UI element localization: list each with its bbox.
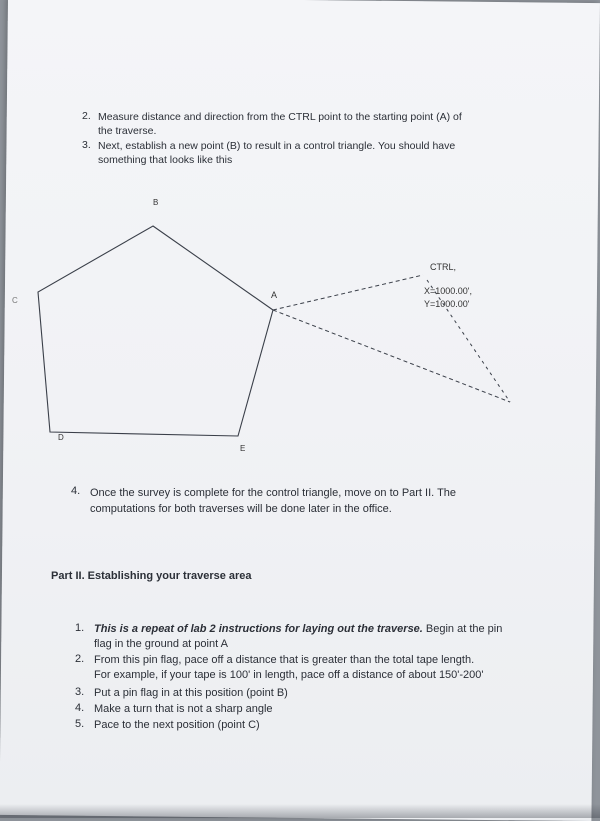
part2-item-3-text: Put a pin flag in at this position (point B) xyxy=(94,687,288,699)
part2-item-4-number: 4. xyxy=(75,702,85,714)
point-b-label: B xyxy=(153,198,159,207)
ctrl-to-a-dashed-line xyxy=(273,275,423,310)
item-3-line1: Next, establish a new point (B) to result in a control triangle. You should have xyxy=(98,140,456,152)
item-4-text xyxy=(90,485,456,517)
part2-item-1-emphasis: This is a repeat of lab 2 instructions for laying out the traverse. xyxy=(94,623,423,635)
item-4-line1: Once the survey is complete for the control triangle, move on to Part II. The xyxy=(90,487,457,499)
part2-item-2-line2: For example, if your tape is 100' in length, pace off a distance of about 150'-200' xyxy=(94,669,484,681)
part2-item-3-number: 3. xyxy=(75,686,85,698)
ctrl-y-coordinate: Y=1000.00' xyxy=(424,299,470,309)
part2-item-5-number: 5. xyxy=(75,718,85,730)
item-4-number: 4. xyxy=(71,485,81,497)
item-2-number: 2. xyxy=(82,110,91,122)
item-3-number: 3. xyxy=(82,139,91,151)
part2-item-4-text: Make a turn that is not a sharp angle xyxy=(94,703,273,715)
page-bottom-shadow xyxy=(0,804,600,818)
item-2-line2: the traverse. xyxy=(98,125,157,137)
item-4-line2: computations for both traverses will be done later in the office. xyxy=(90,503,392,515)
item-2-line1: Measure distance and direction from the CTRL point to the starting point (A) of xyxy=(98,111,462,123)
part2-item-1-text xyxy=(94,622,502,652)
a-to-b2-dashed-line xyxy=(273,310,510,402)
traverse-pentagon xyxy=(38,226,273,436)
point-a-label: A xyxy=(271,290,278,300)
ctrl-x-coordinate: X=1000.00', xyxy=(424,286,473,296)
item-3-line2: something that looks like this xyxy=(98,154,233,166)
part2-item-1-number: 1. xyxy=(75,622,85,634)
point-d-label: D xyxy=(58,433,64,442)
part2-item-2-line1: From this pin flag, pace off a distance that is greater than the total tape length. xyxy=(94,654,475,666)
point-c-label: C xyxy=(12,296,18,305)
point-e-label: E xyxy=(240,444,246,453)
part2-item-1-rest: Begin at the pin xyxy=(422,623,503,635)
ctrl-label: CTRL, xyxy=(430,262,457,272)
part2-item-5-text: Pace to the next position (point C) xyxy=(94,719,260,731)
part2-item-2-text xyxy=(94,653,484,683)
part2-item-2-number: 2. xyxy=(75,653,85,665)
part2-item-1-line2: flag in the ground at point A xyxy=(94,638,228,650)
part-ii-title: Part II. Establishing your traverse area xyxy=(51,570,252,582)
